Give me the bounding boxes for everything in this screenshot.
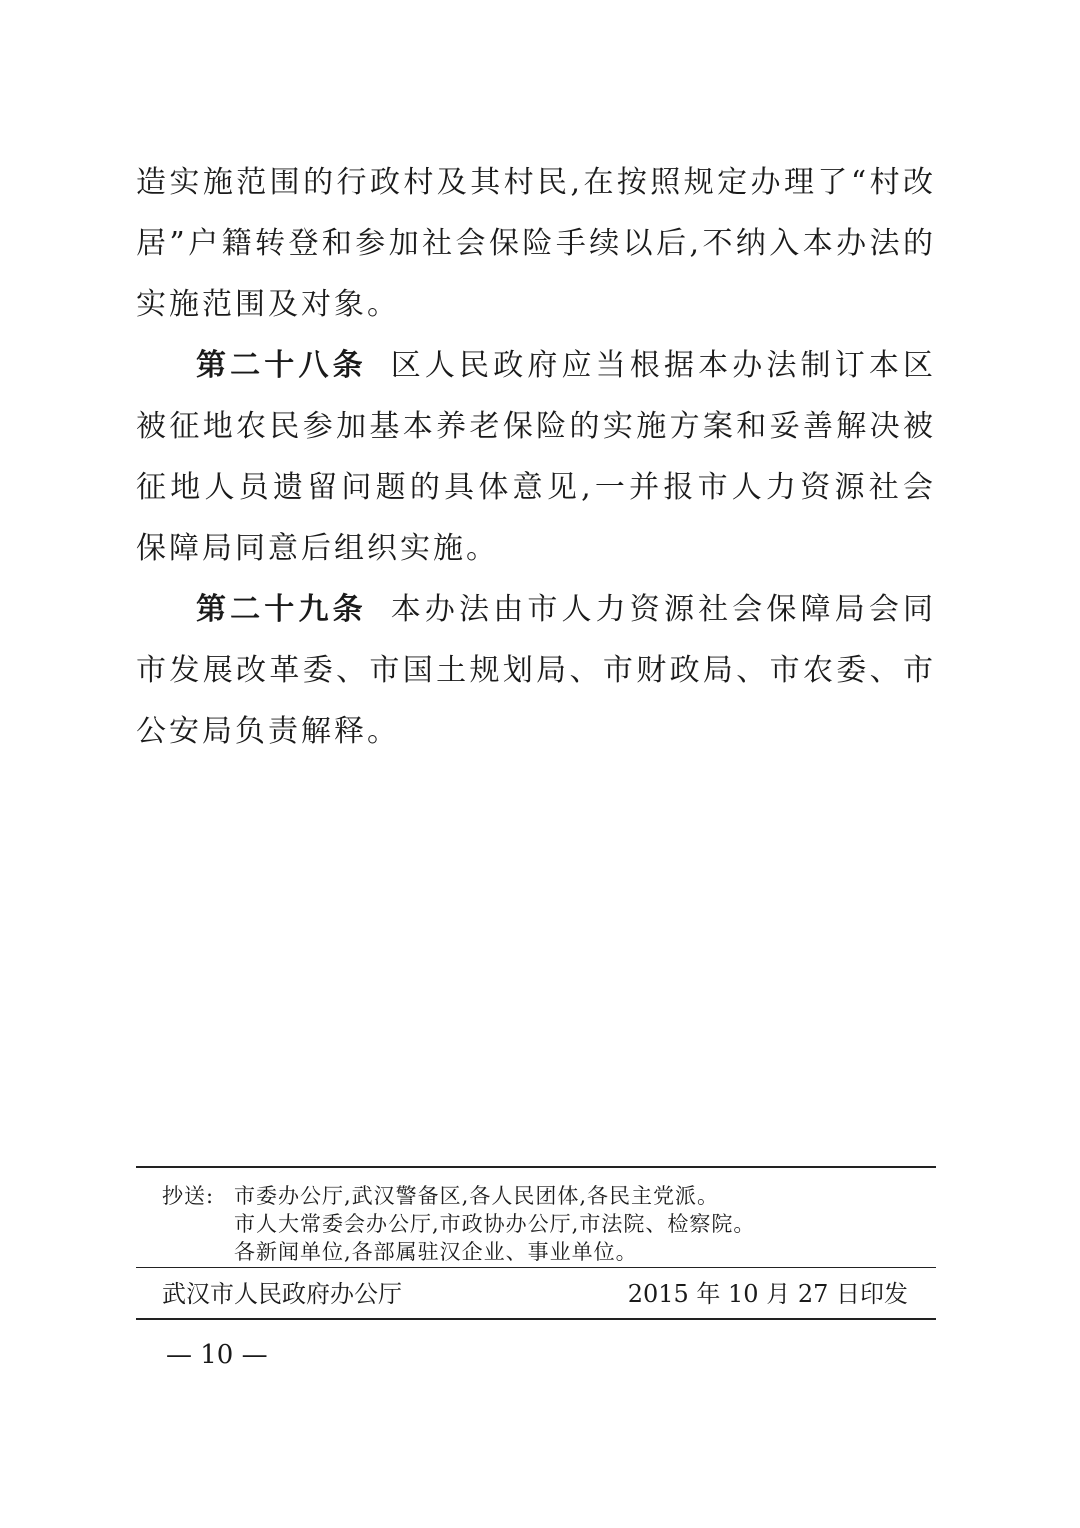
cc-line-2: 市人大常委会办公厅,市政协办公厅,市法院、检察院。 (234, 1212, 756, 1236)
document-body (136, 152, 936, 762)
article-28-text: 区人民政府应当根据本办法制订本区被征地农民参加基本养老保险的实施方案和妥善解决被征地人员遗留问题的具体意见,一并报市人力资源社会保障局同意后组织实施。 (136, 348, 936, 566)
article-29 (136, 579, 936, 762)
cc-label: 抄送: (162, 1184, 215, 1208)
issuer-top-rule (136, 1267, 936, 1268)
issue-date: 2015 年 10 月 27 日印发 (627, 1280, 908, 1308)
cc-block (162, 1182, 755, 1266)
article-28-number: 第二十八条 (196, 348, 367, 383)
article-29-text: 本办法由市人力资源社会保障局会同市发展改革委、市国土规划局、市财政局、市农委、市公安局负责解释。 (136, 592, 936, 749)
page-number: — 10 — (166, 1340, 268, 1370)
article-29-number: 第二十九条 (196, 592, 367, 627)
article-28 (136, 335, 936, 579)
cc-top-rule (136, 1166, 936, 1168)
continuation-paragraph: 造实施范围的行政村及其村民,在按照规定办理了“村改居”户籍转登和参加社会保险手续以后,不纳入本办法的实施范围及对象。 (136, 165, 936, 322)
issuer-bottom-rule (136, 1318, 936, 1320)
cc-line-3: 各新闻单位,各部属驻汉企业、事业单位。 (234, 1240, 638, 1264)
cc-line-1: 市委办公厅,武汉警备区,各人民团体,各民主党派。 (234, 1184, 720, 1208)
issuer: 武汉市人民政府办公厅 (162, 1280, 402, 1308)
